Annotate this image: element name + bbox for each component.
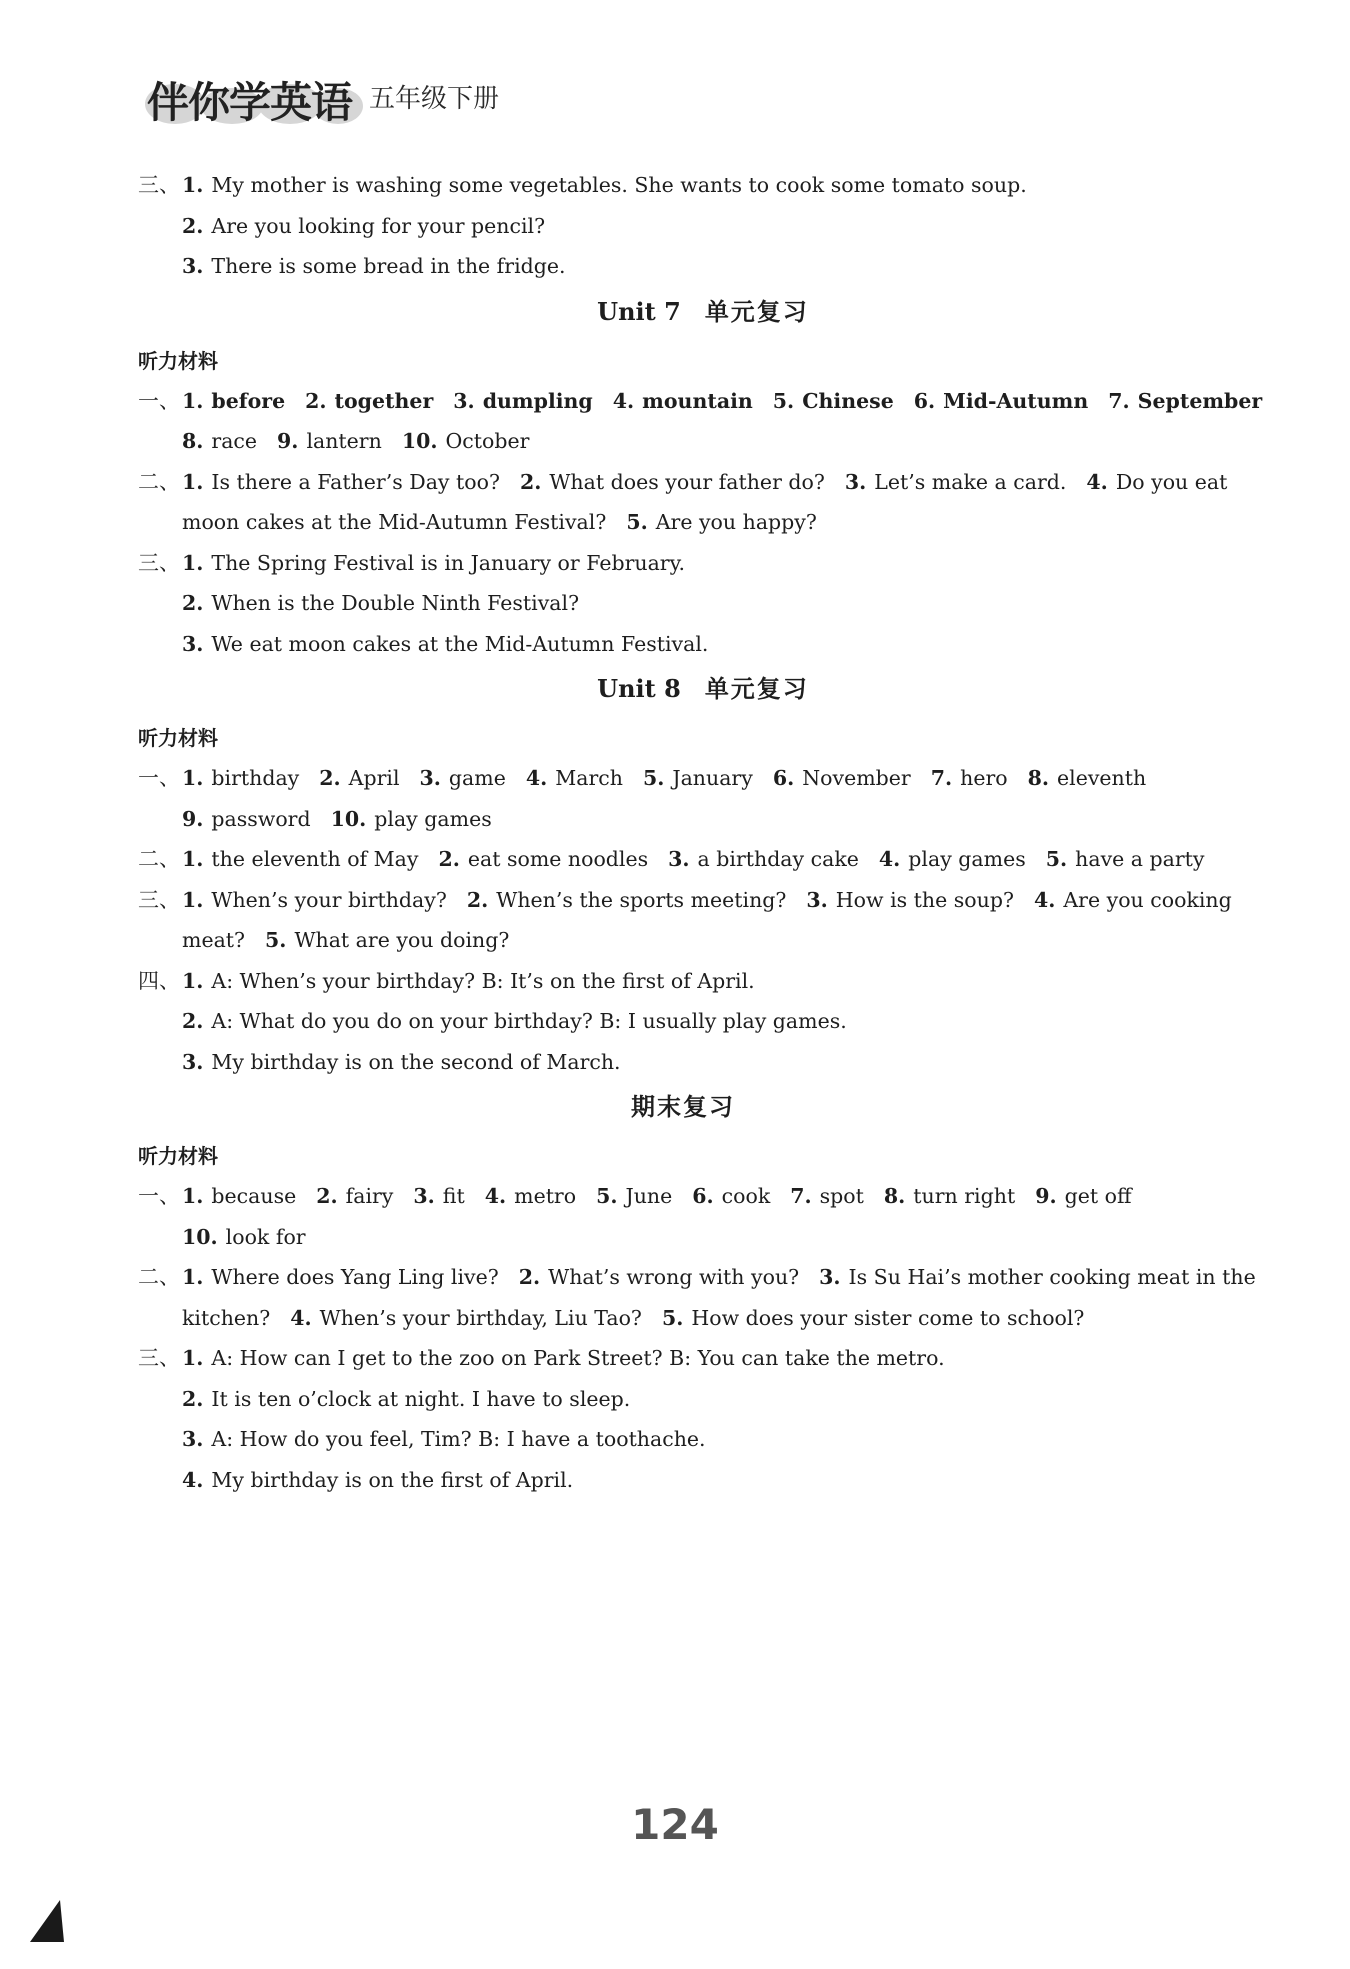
list-item: kitchen? 4. When’s your birthday, Liu Tao? 5. How does your sister come to school? [182,1305,1085,1330]
book-title: 伴你学英语 [147,78,353,127]
list-item: 二、1. Is there a Father’s Day too? 2. What does your father do? 3. Let’s make a card. 4. Do you eat [138,469,1228,494]
word-list-row: 一、1. because 2. fairy 3. fit 4. metro 5. June 6. cook 7. spot 8. turn right 9. get off [138,1184,1132,1208]
list-item: 2. When is the Double Ninth Festival? [182,591,580,615]
list-item: 三、1. The Spring Festival is in January or February. [138,550,685,575]
answer-content [138,165,1263,1500]
list-item: 3. There is some bread in the fridge. [182,254,566,278]
list-item: 4. My birthday is on the first of April. [182,1467,574,1492]
word-list-row: 一、1. before 2. together 3. dumpling 4. mountain 5. Chinese 6. Mid-Autumn 7. September [138,388,1263,413]
listening-label: 听力材料 [138,348,218,373]
list-item: 2. Are you looking for your pencil? [182,213,546,238]
list-item: 三、1. A: How can I get to the zoo on Park Street? B: You can take the metro. [138,1346,945,1370]
list-item: 3. We eat moon cakes at the Mid-Autumn Festival. [182,631,709,656]
listening-label: 听力材料 [138,1144,218,1168]
word-list-row: 9. password 10. play games [182,806,492,831]
unit8-heading: Unit 8 单元复习 [597,674,809,703]
list-item: 2. It is ten o’clock at night. I have to sleep. [182,1386,631,1411]
list-item: 2. A: What do you do on your birthday? B: I usually play games. [182,1009,847,1033]
book-header [143,66,643,126]
listening-label: 听力材料 [138,726,218,750]
list-item: 三、1. When’s your birthday? 2. When’s the sports meeting? 3. How is the soup? 4. Are you cooking [138,887,1232,912]
list-item: 3. A: How do you feel, Tim? B: I have a toothache. [182,1427,706,1451]
list-item: meat? 5. What are you doing? [182,928,510,952]
list-item: 四、1. A: When’s your birthday? B: It’s on the first of April. [138,968,755,993]
word-list-row: 一、1. birthday 2. April 3. game 4. March 5. January 6. November 7. hero 8. eleventh [138,766,1147,790]
unit7-heading: Unit 7 单元复习 [597,296,809,326]
word-list-row: 8. race 9. lantern 10. October [182,429,530,453]
grade-label: 五年级下册 [369,84,500,114]
list-item: 3. My birthday is on the second of March. [182,1049,621,1074]
list-item: 二、1. Where does Yang Ling live? 2. What’s wrong with you? 3. Is Su Hai’s mother cooking meat in the [138,1265,1256,1289]
list-item: 二、1. the eleventh of May 2. eat some noodles 3. a birthday cake 4. play games 5. have a party [138,847,1205,871]
corner-triangle-icon [30,1900,64,1942]
page-number: 124 [631,1800,719,1849]
word-list-row: 10. look for [182,1224,306,1249]
final-review-heading: 期末复习 [631,1093,735,1121]
list-item: moon cakes at the Mid-Autumn Festival? 5. Are you happy? [182,510,817,534]
list-item: 三、1. My mother is washing some vegetables. She wants to cook some tomato soup. [138,173,1027,197]
